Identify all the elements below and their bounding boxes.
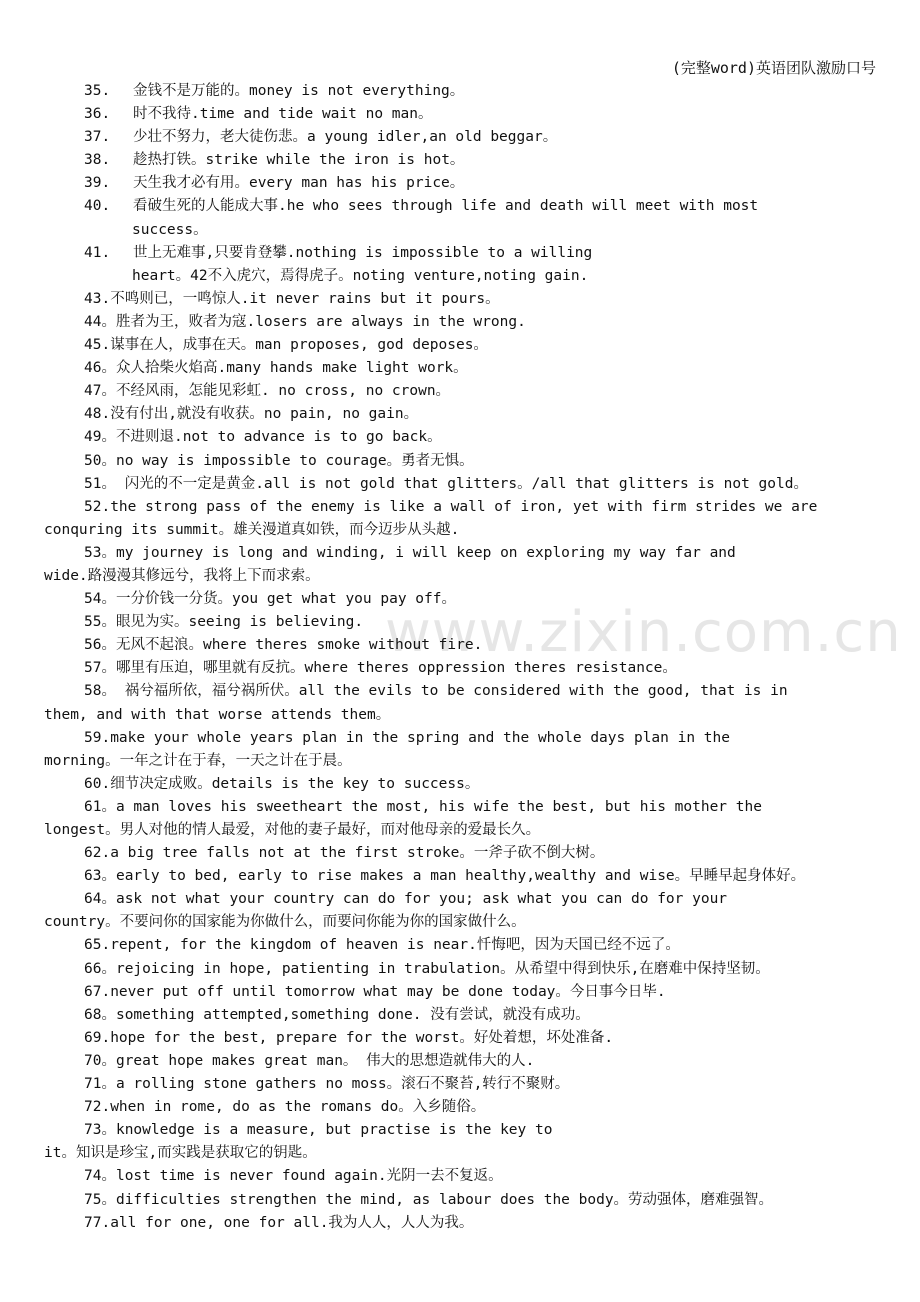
line-text: 58。 祸兮福所依，福兮祸所伏。all the evils to be considered with the good, that is in (84, 683, 788, 700)
text-line (44, 1096, 864, 1119)
text-line (44, 773, 864, 796)
text-line (44, 657, 864, 680)
line-text: 62.a big tree falls not at the first stroke。一斧子砍不倒大树。 (84, 845, 605, 862)
line-text: 天生我才必有用。every man has his price。 (133, 175, 465, 192)
line-number: 37. (84, 129, 111, 146)
watermark: www.zixin.com.cn (385, 600, 902, 665)
text-line (44, 634, 864, 657)
line-text: 50。no way is impossible to courage。勇者无惧。 (84, 452, 474, 469)
text-line (44, 311, 864, 334)
line-text: 46。众人拾柴火焰高.many hands make light work。 (84, 360, 468, 377)
line-text: 53。my journey is long and winding, i will keep on exploring my way far and (84, 544, 736, 561)
line-text: conquring its summit。雄关漫道真如铁，而今迈步从头越. (44, 521, 460, 538)
text-line (44, 334, 864, 357)
line-text: 67.never put off until tomorrow what may be done today。今日事今日毕. (84, 983, 666, 1000)
text-line (44, 473, 864, 496)
text-line (44, 542, 864, 565)
line-text: 74。lost time is never found again.光阴一去不复返。 (84, 1168, 503, 1185)
text-line (44, 819, 864, 842)
line-text: 59.make your whole years plan in the spring and the whole days plan in the (84, 729, 731, 746)
text-line (44, 80, 864, 103)
text-line (44, 865, 864, 888)
line-text: 75。difficulties strengthen the mind, as labour does the body。劳动强体，磨难强智。 (84, 1191, 774, 1208)
text-line (44, 450, 864, 473)
text-line (44, 727, 864, 750)
line-text: 71。a rolling stone gathers no moss。滚石不聚苔,转行不聚财。 (84, 1076, 570, 1093)
line-text: 48.没有付出,就没有收获。no pain, no gain。 (84, 406, 419, 423)
document-body (44, 80, 864, 1235)
line-text: 时不我待.time and tide wait no man。 (133, 106, 433, 123)
line-text: 51。 闪光的不一定是黄金.all is not gold that glitters。/all that glitters is not gold。 (84, 475, 808, 492)
text-line (44, 611, 864, 634)
line-text: 68。something attempted,something done. 没有尝试，就没有成功。 (84, 1006, 590, 1023)
text-line (44, 265, 864, 288)
text-line (44, 195, 864, 218)
text-line (44, 1119, 864, 1142)
line-text: heart。42不入虎穴，焉得虎子。noting venture,noting gain. (132, 267, 589, 284)
text-line (44, 1165, 864, 1188)
line-text: 44。胜者为王，败者为寇.losers are always in the wrong. (84, 313, 526, 330)
text-line (44, 958, 864, 981)
text-line (44, 403, 864, 426)
line-text: 77.all for one, one for all.我为人人，人人为我。 (84, 1214, 474, 1231)
text-line (44, 1050, 864, 1073)
text-line (44, 103, 864, 126)
line-text: 49。不进则退.not to advance is to go back。 (84, 429, 442, 446)
line-text: 少壮不努力，老大徒伤悲。a young idler,an old beggar。 (133, 129, 558, 146)
text-line (44, 750, 864, 773)
text-line (44, 496, 864, 519)
line-text: 64。ask not what your country can do for you; ask what you can do for your (84, 891, 728, 908)
line-number: 39. (84, 175, 111, 192)
line-text: 54。一分价钱一分货。you get what you pay off。 (84, 591, 456, 608)
text-line (44, 1004, 864, 1027)
line-text: 70。great hope makes great man。 伟大的思想造就伟大的人. (84, 1052, 535, 1069)
line-text: success。 (132, 221, 208, 238)
line-text: 43.不鸣则已，一鸣惊人.it never rains but it pours。 (84, 290, 500, 307)
line-text: 57。哪里有压迫，哪里就有反抗。where theres oppression theres resistance。 (84, 660, 677, 677)
text-line (44, 149, 864, 172)
text-line (44, 704, 864, 727)
line-text: 47。不经风雨，怎能见彩虹. no cross, no crown。 (84, 383, 451, 400)
text-line (44, 565, 864, 588)
line-number: 38. (84, 152, 111, 169)
line-text: 看破生死的人能成大事.he who sees through life and death will meet with most (133, 198, 759, 215)
text-line (44, 888, 864, 911)
line-text: 66。rejoicing in hope, patienting in trabulation。从希望中得到快乐,在磨难中保持坚韧。 (84, 960, 770, 977)
line-text: country。不要问你的国家能为你做什么，而要问你能为你的国家做什么。 (44, 914, 526, 931)
line-text: 72.when in rome, do as the romans do。入乡随俗。 (84, 1099, 486, 1116)
line-text: 63。early to bed, early to rise makes a man healthy,wealthy and wise。早睡早起身体好。 (84, 868, 806, 885)
text-line (44, 1212, 864, 1235)
text-line (44, 288, 864, 311)
text-line (44, 1142, 864, 1165)
text-line (44, 380, 864, 403)
line-text: wide.路漫漫其修远兮，我将上下而求索。 (44, 567, 320, 584)
line-text: longest。男人对他的情人最爱，对他的妻子最好，而对他母亲的爱最长久。 (44, 822, 541, 838)
line-text: 金钱不是万能的。money is not everything。 (133, 83, 465, 99)
line-text: morning。一年之计在于春，一天之计在于晨。 (44, 752, 352, 769)
text-line (44, 519, 864, 542)
line-number: 36. (84, 106, 111, 123)
text-line (44, 1027, 864, 1050)
line-text: 趁热打铁。strike while the iron is hot。 (133, 152, 465, 169)
line-text: 60.细节决定成败。details is the key to success。 (84, 775, 480, 792)
text-line (44, 357, 864, 380)
line-number: 41. (84, 244, 111, 261)
text-line (44, 842, 864, 865)
line-text: 45.谋事在人，成事在天。man proposes, god deposes。 (84, 337, 488, 354)
text-line (44, 219, 864, 242)
text-line (44, 934, 864, 957)
text-line (44, 1189, 864, 1212)
text-line (44, 242, 864, 265)
text-line (44, 172, 864, 195)
document-header-title: (完整word)英语团队激励口号 (671, 59, 876, 77)
text-line (44, 126, 864, 149)
line-text: 52.the strong pass of the enemy is like a wall of iron, yet with firm strides we are (84, 498, 818, 515)
text-line (44, 426, 864, 449)
line-text: 56。无风不起浪。where theres smoke without fire. (84, 637, 483, 654)
line-text: it。知识是珍宝,而实践是获取它的钥匙。 (44, 1145, 317, 1162)
text-line (44, 1073, 864, 1096)
text-line (44, 588, 864, 611)
text-line (44, 981, 864, 1004)
line-text: them, and with that worse attends them。 (44, 706, 391, 723)
line-text: 65.repent, for the kingdom of heaven is near.忏悔吧，因为天国已经不远了。 (84, 937, 680, 954)
line-text: 69.hope for the best, prepare for the worst。好处着想，坏处准备. (84, 1029, 614, 1046)
line-text: 世上无难事,只要肯登攀.nothing is impossible to a willing (133, 244, 593, 261)
text-line (44, 680, 864, 703)
line-text: 55。眼见为实。seeing is believing. (84, 614, 364, 631)
line-text: 61。a man loves his sweetheart the most, his wife the best, but his mother the (84, 798, 762, 815)
text-line (44, 796, 864, 819)
text-line (44, 911, 864, 934)
line-number: 35. (84, 83, 111, 99)
line-text: 73。knowledge is a measure, but practise is the key to (84, 1122, 553, 1139)
line-number: 40. (84, 198, 111, 215)
